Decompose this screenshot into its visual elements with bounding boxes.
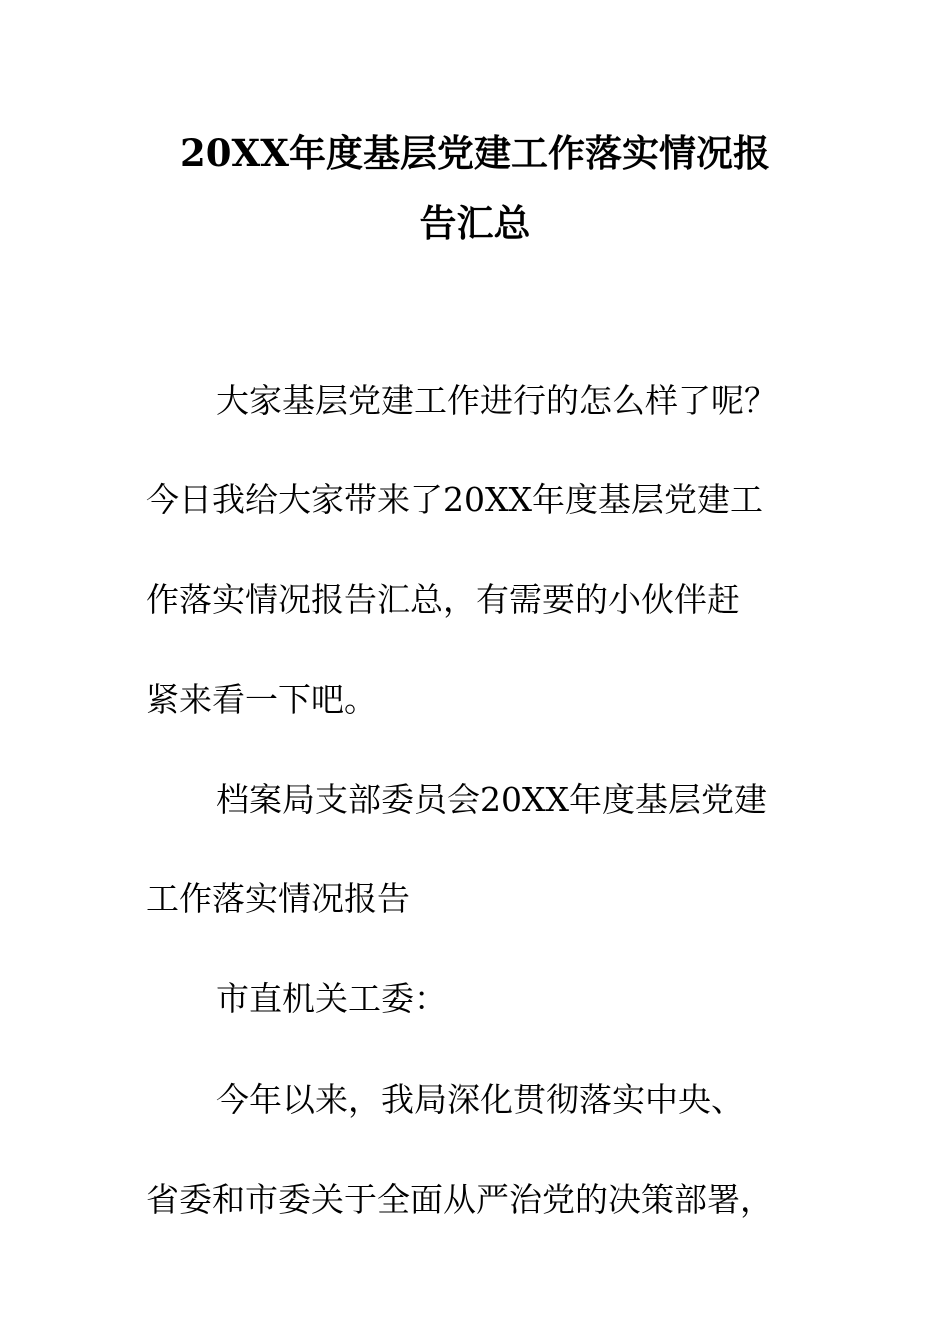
document-title-line-2: 告汇总 [419,201,531,245]
body-line-1: 大家基层党建工作进行的怎么样了呢？ [216,381,777,420]
document-title-line-1: 20XX年度基层党建工作落实情况报 [180,131,770,175]
body-line-5: 档案局支部委员会20XX年度基层党建 [216,780,767,819]
body-line-8: 今年以来，我局深化贯彻落实中央、 [216,1080,744,1119]
body-line-3: 作落实情况报告汇总，有需要的小伙伴赶 [146,580,740,619]
body-line-6: 工作落实情况报告 [146,879,410,918]
body-line-7: 市直机关工委： [216,979,447,1018]
body-line-2: 今日我给大家带来了20XX年度基层党建工 [146,480,763,519]
body-line-9: 省委和市委关于全面从严治党的决策部署， [146,1180,773,1219]
body-line-4: 紧来看一下吧。 [146,680,377,719]
